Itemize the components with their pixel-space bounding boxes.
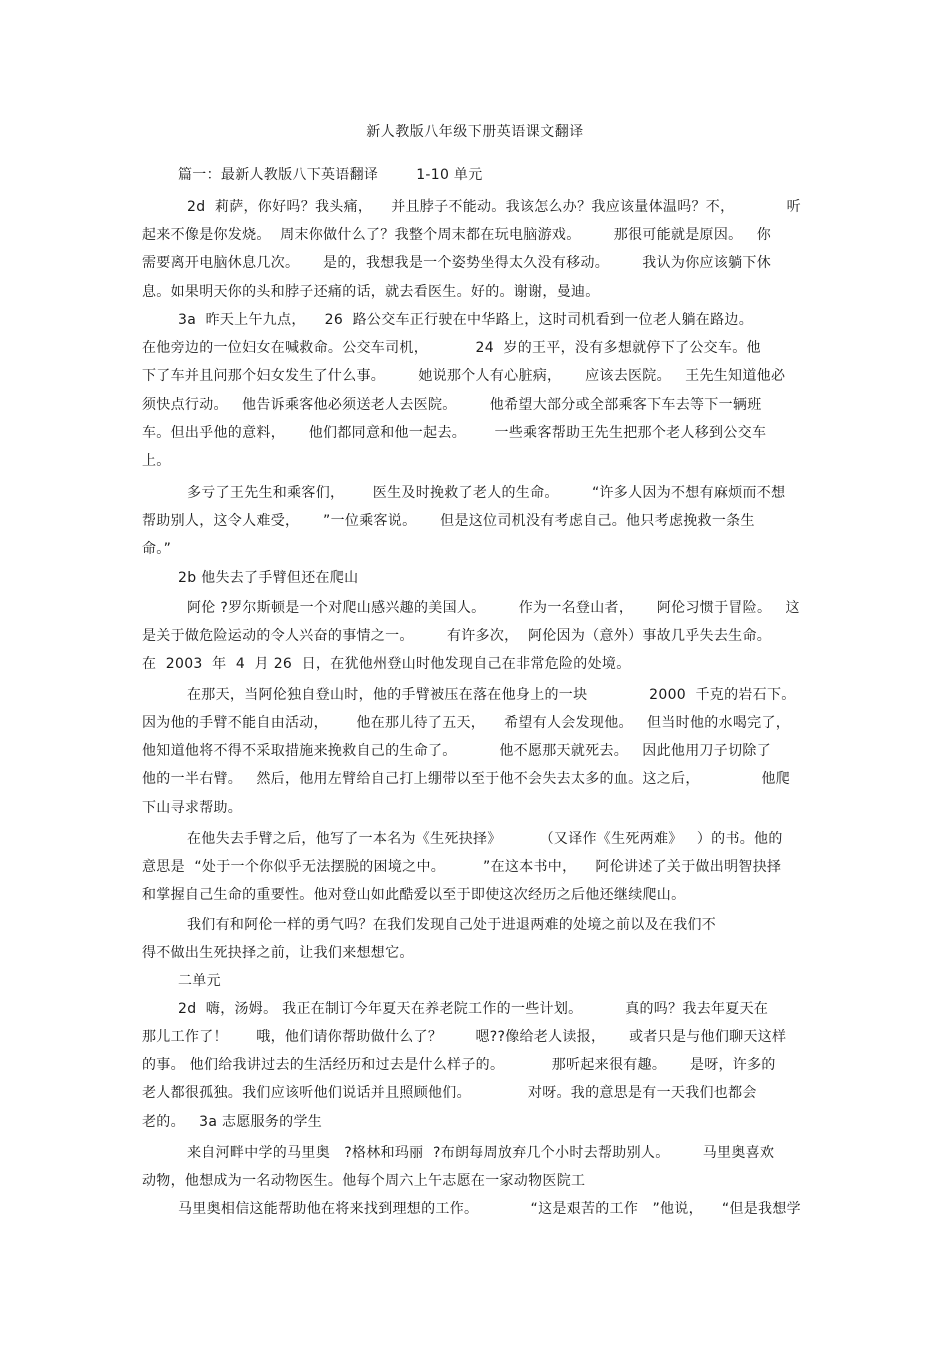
text-line: 和掌握自己生命的重要性。他对登山如此酷爱以至于即使这次经历之后他还继续爬山。	[142, 887, 686, 903]
text-line: 上。	[142, 453, 171, 469]
text-line: 老的。 3a 志愿服务的学生	[142, 1114, 323, 1130]
text-line: 2d 嗨，汤姆。 我正在制订今年夏天在养老院工作的一些计划。 真的吗？我去年夏天在	[178, 1001, 769, 1017]
text-line: 得不做出生死抉择之前，让我们来想想它。	[142, 945, 414, 961]
text-line: 息。如果明天你的头和脖子还痛的话，就去看医生。好的。谢谢，曼迪。	[142, 284, 600, 300]
text-line: 的事。 他们给我讲过去的生活经历和过去是什么样子的。 那听起来很有趣。 是呀，许多的	[142, 1057, 776, 1073]
text-line: 那儿工作了！ 哦，他们请你帮助做什么了？ 嗯??像给老人读报， 或者只是与他们聊天这样	[142, 1029, 787, 1045]
text-line: 马里奥相信这能帮助他在将来找到理想的工作。 “这是艰苦的工作 ”他说， “但是我想学	[178, 1201, 801, 1217]
text-line: 在 2003 年 4 月 26 日，在犹他州登山时他发现自己在非常危险的处境。	[142, 656, 631, 672]
text-line: 在他旁边的一位妇女在喊救命。公交车司机， 24 岁的王平，没有多想就停下了公交车。他	[142, 340, 761, 356]
text-line: 帮助别人，这令人难受， ”一位乘客说。 但是这位司机没有考虑自己。他只考虑挽救一条生	[142, 513, 755, 529]
text-line: 命。”	[142, 541, 172, 557]
text-line: 需要离开电脑休息几次。 是的，我想我是一个姿势坐得太久没有移动。 我认为你应该躺下休	[142, 255, 771, 271]
text-line: 下山寻求帮助。	[142, 800, 243, 816]
text-line: 2d 莉萨，你好吗？我头痛， 并且脖子不能动。我该怎么办？我应该量体温吗？不， 听	[187, 199, 801, 215]
text-line: 意思是 “处于一个你似乎无法摆脱的困境之中。 ”在这本书中， 阿伦讲述了关于做出明智抉择	[142, 859, 782, 875]
document-title: 新人教版八年级下册英语课文翻译	[366, 124, 584, 140]
section-heading: 2b 他失去了手臂但还在爬山	[178, 570, 359, 586]
text-line: 是关于做危险运动的令人兴奋的事情之一。 有许多次， 阿伦因为（意外）事故几乎失去生命。	[142, 628, 772, 644]
text-line: 须快点行动。 他告诉乘客他必须送老人去医院。 他希望大部分或全部乘客下车去等下一辆班	[142, 397, 762, 413]
text-line: 起来不像是你发烧。 周末你做什么了？我整个周末都在玩电脑游戏。 那很可能就是原因。 你	[142, 227, 771, 243]
text-line: 他知道他将不得不采取措施来挽救自己的生命了。 他不愿那天就死去。 因此他用刀子切除了	[142, 743, 771, 759]
text-line: 在那天，当阿伦独自登山时，他的手臂被压在落在他身上的一块 2000 千克的岩石下。	[187, 687, 796, 703]
text-line: 阿伦 ?罗尔斯顿是一个对爬山感兴趣的美国人。 作为一名登山者， 阿伦习惯于冒险。 这	[187, 600, 800, 616]
text-line: 下了车并且问那个妇女发生了什么事。 她说那个人有心脏病， 应该去医院。 王先生知道他必	[142, 368, 786, 384]
section-heading: 二单元	[178, 973, 221, 989]
text-line: 3a 昨天上午九点， 26 路公交车正行驶在中华路上，这时司机看到一位老人躺在路边。	[178, 312, 753, 328]
text-line: 多亏了王先生和乘客们， 医生及时挽救了老人的生命。 “许多人因为不想有麻烦而不想	[187, 485, 786, 501]
text-line: 他的一半右臂。 然后，他用左臂给自己打上绷带以至于他不会失去太多的血。这之后， 他爬	[142, 771, 790, 787]
section-heading: 篇一：最新人教版八下英语翻译 1-10 单元	[178, 167, 483, 183]
text-line: 车。但出乎他的意料， 他们都同意和他一起去。 一些乘客帮助王先生把那个老人移到公交车	[142, 425, 767, 441]
text-line: 在他失去手臂之后，他写了一本名为《生死抉择》 （又译作《生死两难》 ）的书。他的	[187, 831, 783, 847]
text-line: 老人都很孤独。我们应该听他们说话并且照顾他们。 对呀。我的意思是有一天我们也都会	[142, 1085, 757, 1101]
text-line: 来自河畔中学的马里奥 ?格林和玛丽 ?布朗每周放弃几个小时去帮助别人。 马里奥喜欢	[187, 1145, 775, 1161]
text-line: 因为他的手臂不能自由活动， 他在那儿待了五天， 希望有人会发现他。 但当时他的水喝完了，	[142, 715, 791, 731]
text-line: 动物，他想成为一名动物医生。他每个周六上午志愿在一家动物医院工	[142, 1173, 586, 1189]
text-line: 我们有和阿伦一样的勇气吗？在我们发现自己处于进退两难的处境之前以及在我们不	[187, 917, 717, 933]
